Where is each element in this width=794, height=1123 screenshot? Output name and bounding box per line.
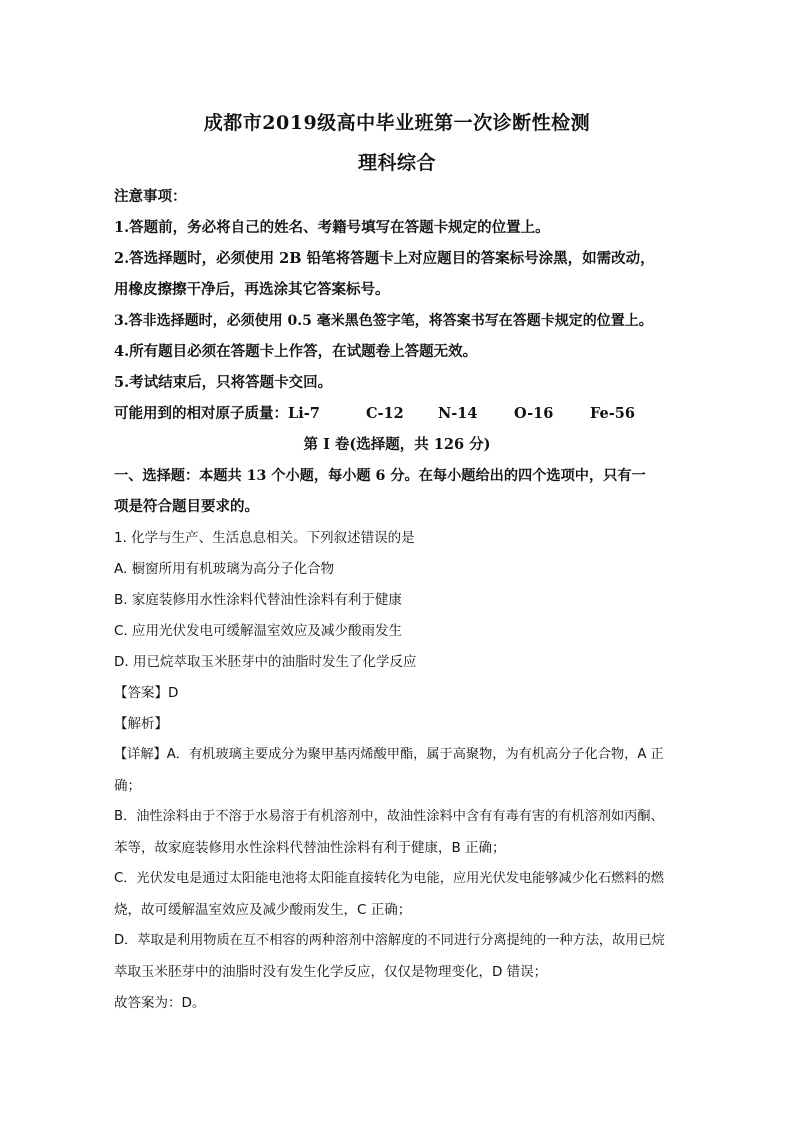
question-1-option-c: C. 应用光伏发电可缓解温室效应及减少酸雨发生 — [114, 623, 403, 639]
section-instruction-2: 项是符合题目要求的。 — [114, 498, 259, 515]
detail-line-5: C．光伏发电是通过太阳能电池将太阳能直接转化为电能，应用光伏发电能够减少化石燃料的燃 — [114, 871, 664, 886]
atomic-mass-fe: Fe-56 — [590, 405, 635, 422]
question-1-stem: 1. 化学与生产、生活息息相关。下列叙述错误的是 — [114, 530, 415, 546]
atomic-mass-li: Li-7 — [288, 405, 320, 422]
atomic-mass-c: C-12 — [366, 405, 404, 422]
notice-item-4: 4.所有题目必须在答题卡上作答，在试题卷上答题无效。 — [114, 343, 478, 360]
detail-line-8: 萃取玉米胚芽中的油脂时没有发生化学反应，仅仅是物理变化，D 错误； — [114, 964, 548, 980]
detail-line-6: 烧，故可缓解温室效应及减少酸雨发生，C 正确； — [114, 902, 412, 918]
notice-heading: 注意事项： — [114, 188, 187, 205]
detail-line-3: B．油性涂料由于不溶于水易溶于有机溶剂中，故油性涂料中含有有毒有害的有机溶剂如丙酮、 — [114, 809, 664, 824]
page-subtitle: 理科综合 — [357, 152, 436, 174]
atomic-mass-row — [114, 404, 704, 424]
notice-item-5: 5.考试结束后，只将答题卡交回。 — [114, 374, 333, 391]
notice-item-1: 1.答题前，务必将自己的姓名、考籍号填写在答题卡规定的位置上。 — [114, 219, 550, 236]
answer-label: 【答案】D — [114, 685, 179, 701]
detail-line-9: 故答案为：D。 — [114, 995, 206, 1011]
detail-line-2: 确； — [114, 778, 141, 794]
analysis-label: 【解析】 — [114, 716, 168, 732]
question-1-option-b: B. 家庭装修用水性涂料代替油性涂料有利于健康 — [114, 592, 402, 608]
detail-line-1: 【详解】A．有机玻璃主要成分为聚甲基丙烯酸甲酯，属于高聚物，为有机高分子化合物，A 正 — [114, 747, 664, 762]
notice-item-2-cont: 用橡皮擦擦干净后，再选涂其它答案标号。 — [114, 281, 390, 298]
atomic-mass-label: 可能用到的相对原子质量： — [114, 405, 288, 422]
question-1-option-d: D. 用已烷萃取玉米胚芽中的油脂时发生了化学反应 — [114, 654, 417, 670]
atomic-mass-n: N-14 — [438, 405, 478, 422]
question-1-option-a: A. 橱窗所用有机玻璃为高分子化合物 — [114, 561, 335, 577]
notice-item-3: 3.答非选择题时，必须使用 0.5 毫米黑色签字笔，将答案书写在答题卡规定的位置上。 — [114, 313, 653, 329]
detail-line-4: 苯等，故家庭装修用水性涂料代替油性涂料有利于健康，B 正确； — [114, 840, 506, 856]
detail-line-7: D．萃取是利用物质在互不相容的两种溶剂中溶解度的不同进行分离提纯的一种方法，故用已烷 — [114, 933, 665, 948]
section-title: 第 I 卷(选择题，共 126 分) — [303, 436, 491, 453]
atomic-mass-o: O-16 — [514, 405, 554, 422]
notice-item-2: 2.答选择题时，必须使用 2B 铅笔将答题卡上对应题目的答案标号涂黑，如需改动， — [114, 250, 655, 267]
page-title: 成都市2019级高中毕业班第一次诊断性检测 — [203, 112, 591, 134]
section-instruction-1: 一、选择题：本题共 13 个小题，每小题 6 分。在每小题给出的四个选项中，只有一 — [114, 468, 646, 484]
